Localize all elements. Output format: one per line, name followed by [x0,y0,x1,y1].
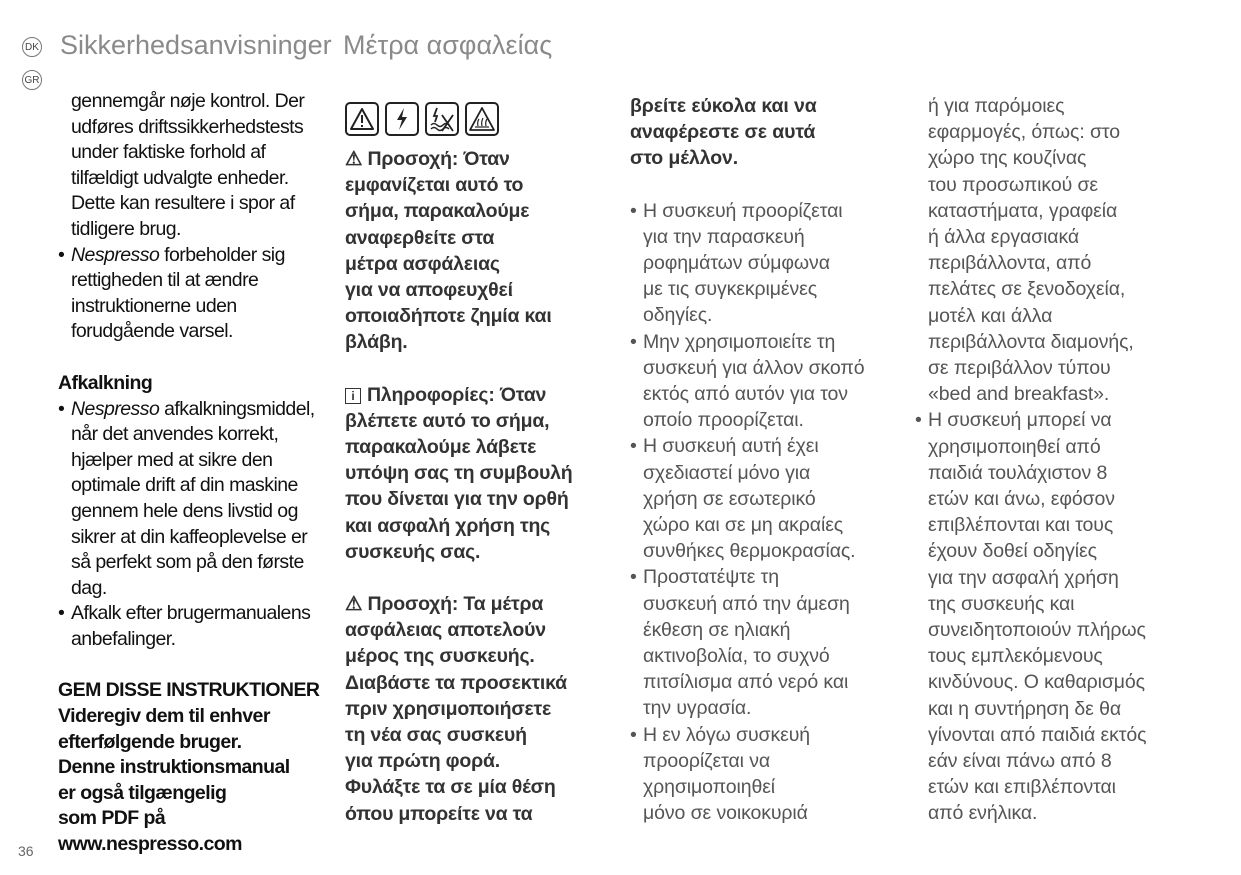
danish-column [58,89,330,858]
warning-note-2 [345,591,620,827]
section-heading-descaling: Afkalkning [58,371,153,394]
text-line: καταστήματα, γραφεία [928,199,1118,222]
text-line: πελάτες σε ξενοδοχεία, [928,278,1126,301]
text-line: αναφερθείτε στα [345,226,495,249]
text-line: συνειδητοποιούν πλήρως [928,619,1146,642]
text-line: για πρώτη φορά. [345,750,500,773]
text-line: «bed and breakfast». [928,383,1110,406]
text-line: την υγρασία. [643,697,752,720]
page-title-gr: Μέτρα ασφαλείας [343,30,553,60]
info-note [345,382,620,565]
text-line: βρείτε εύκολα και να [630,95,817,117]
text-line: χώρο της κουζίνας [928,147,1087,170]
text-line: tidligere brug. [71,217,181,240]
text-line: βλάβη. [345,331,408,354]
text-line: så perfekt som på den første [71,551,304,574]
text-line: συσκευής σας. [345,540,481,563]
greek-column-4 [915,93,1195,827]
text-line: anbefalinger. [71,627,176,650]
text-line: συσκευή από την άμεση [643,592,850,615]
text-line: • Afkalk efter brugermanualens [71,602,311,625]
bullet-item [630,329,910,434]
lead-text [630,93,910,172]
text-line: dag. [71,576,107,599]
text-line: Dette kan resultere i spor af [71,192,295,215]
text-line: • Η συσκευή προορίζεται [643,199,843,222]
info-icon: i [345,388,361,404]
text-line: οδηγίες. [643,304,713,327]
text-line: afkalkningsmiddel, [159,397,315,420]
text-line: σήμα, παρακαλούμε [345,200,530,223]
text-line: • Η συσκευή αυτή έχει [643,435,819,458]
text-line: χρησιμοποιηθεί από [928,435,1101,458]
text-line: χρησιμοποιηθεί [643,776,776,799]
text-line: hjælper med at sikre den [71,448,273,471]
text-line: GEM DISSE INSTRUKTIONER [58,679,320,702]
text-line: μοτέλ και άλλα [928,304,1053,327]
text-line: forbeholder sig [159,243,285,266]
text-line: επιβλέπονται και τους [928,514,1114,537]
text-line: προορίζεται να [643,749,771,772]
text-line: από ενήλικα. [928,802,1038,825]
text-line: για να αποφευχθεί [345,279,513,302]
text-line: εκτός από αυτόν για τον [643,383,848,406]
text-line: υπόψη σας τη συμβουλή [345,462,573,485]
text-line: ή για παρόμοιες [928,95,1065,117]
text-line: gennemgår nøje kontrol. Der [71,90,305,112]
text-line: της συσκευής και [928,592,1075,615]
bullet-item [630,433,910,564]
text-line: βλέπετε αυτό το σήμα, [345,409,550,432]
text-line: με τις συγκεκριμένες [643,278,818,301]
warning-triangle-icon: ⚠ [345,148,363,170]
text-line: του προσωπικού σε [928,173,1098,196]
text-line: σχεδιαστεί μόνο για [643,461,811,484]
text-line: tilfældigt udvalgte enheder. [71,166,289,189]
text-line: παρακαλούμε λάβετε [345,436,537,459]
text-line: gennem hele dens livstid og [71,499,298,522]
text-line: er også tilgængelig [58,781,227,804]
text-line: και ασφαλή χρήση της [345,514,551,537]
text-line: κινδύνους. Ο καθαρισμός [928,671,1145,694]
brand-name: Nespresso [71,243,160,266]
text-line: under faktiske forhold af [71,141,266,164]
text-line: έχουν δοθεί οδηγίες [928,540,1097,563]
text-line: ή άλλα εργασιακά [928,226,1080,249]
text-line: στο μέλλον. [630,147,739,170]
brand-name: Nespresso [71,397,160,420]
text-line: για την ασφαλή χρήση [928,566,1119,589]
text-line: τη νέα σας συσκευή [345,724,527,747]
bullet-item [915,407,1195,826]
text-line: ροφημάτων σύμφωνα [643,252,830,275]
no-water-immersion-icon [425,102,459,136]
text-line: • Μην χρησιμοποιείτε τη [643,330,836,353]
intro-text [915,93,1195,407]
text-line: εφαρμογές, όπως: στο [928,121,1120,144]
hot-surface-icon [465,102,499,136]
lang-badge-gr: GR [22,70,42,90]
text-line: όπου μπορείτε να τα [345,802,533,825]
text-line: når det anvendes korrekt, [71,423,279,446]
website-link[interactable]: www.nespresso.com [58,833,242,856]
text-line: instruktionerne uden [71,294,237,317]
text-line: som PDF på [58,807,166,830]
text-line: πριν χρησιμοποιήσετε [345,697,552,720]
bullet-item [630,722,910,827]
warning-triangle-icon [345,102,379,136]
text-line: γίνονται από παιδιά εκτός [928,723,1147,746]
text-line: ετών και επιβλέπονται [928,776,1116,799]
dk-intro [58,89,330,243]
text-line: και η συντήρηση δε θα [928,697,1122,720]
text-line: τους εμπλεκόμενους [928,645,1103,668]
text-line: περιβάλλοντα διαμονής, [928,330,1134,353]
warning-note-1 [345,146,620,356]
lang-badge-dk: DK [22,37,42,57]
text-line: αναφέρεστε σε αυτά [630,121,816,144]
text-line: χώρο και σε μη ακραίες [643,514,844,537]
text-line: Προσοχή: Όταν [367,148,510,170]
bullet-item [630,564,910,721]
greek-column-3 [630,93,910,826]
bullet-item [630,198,910,329]
electric-bolt-icon [385,102,419,136]
text-line: οποιαδήποτε ζημία και [345,305,552,328]
dk-bullet-descaling-agent [58,397,330,602]
text-line: ετών και άνω, εφόσον [928,488,1115,511]
warning-triangle-icon: ⚠ [345,593,363,616]
dk-bullet-nespresso-rights [58,243,330,345]
text-line: efterfølgende bruger. [58,730,242,753]
text-line: συσκευή για άλλον σκοπό [643,356,865,379]
text-line: Φυλάξτε τα σε μία θέση [345,776,556,799]
text-line: εμφανίζεται αυτό το [345,174,524,197]
save-instructions-block [58,678,330,857]
text-line: έκθεση σε ηλιακή [643,618,791,641]
text-line: optimale drift af din maskine [71,474,298,497]
text-line: ασφάλειας αποτελούν [345,619,546,642]
text-line: Πληροφορίες: Όταν [367,383,547,406]
text-line: συνθήκες θερμοκρασίας. [643,540,856,563]
text-line: μέτρα ασφάλειας [345,252,500,275]
dk-bullet-descale-recommendation [58,601,330,652]
text-line: Προσοχή: Τα μέτρα [367,593,544,616]
greek-bold-column [345,146,620,827]
text-line: sikrer at din kaffeoplevelse er [71,525,308,548]
text-line: forudgående varsel. [71,320,233,343]
text-line: που δίνεται για την ορθή [345,488,569,511]
text-line: περιβάλλοντα, από [928,252,1092,275]
text-line: μέρος της συσκευής. [345,645,535,668]
page-number: 36 [18,843,34,859]
text-line: μόνο σε νοικοκυριά [643,802,808,825]
text-line: για την παρασκευή [643,225,805,248]
text-line: ακτινοβολία, το συχνό [643,645,830,668]
text-line: χρήση σε εσωτερικό [643,487,816,510]
text-line: Denne instruktionsmanual [58,756,290,779]
text-line: • Προστατέψτε τη [643,566,780,589]
text-line: Διαβάστε τα προσεκτικά [345,671,567,694]
text-line: Videregiv dem til enhver [58,705,270,728]
text-line: udføres driftssikkerhedstests [71,115,304,138]
safety-icons-row [345,102,499,136]
text-line: • Η συσκευή μπορεί να [928,409,1112,432]
text-line: σε περιβάλλον τύπου [928,357,1111,380]
text-line: rettigheden til at ændre [71,269,259,292]
text-line: παιδιά τουλάχιστον 8 [928,461,1108,484]
page-title-dk: Sikkerhedsanvisninger [60,30,332,60]
text-line: εάν είναι πάνω από 8 [928,750,1112,773]
text-line: οποίο προορίζεται. [643,409,804,432]
text-line: πιτσίλισμα από νερό και [643,671,849,694]
text-line: • Η εν λόγω συσκευή [643,723,811,746]
